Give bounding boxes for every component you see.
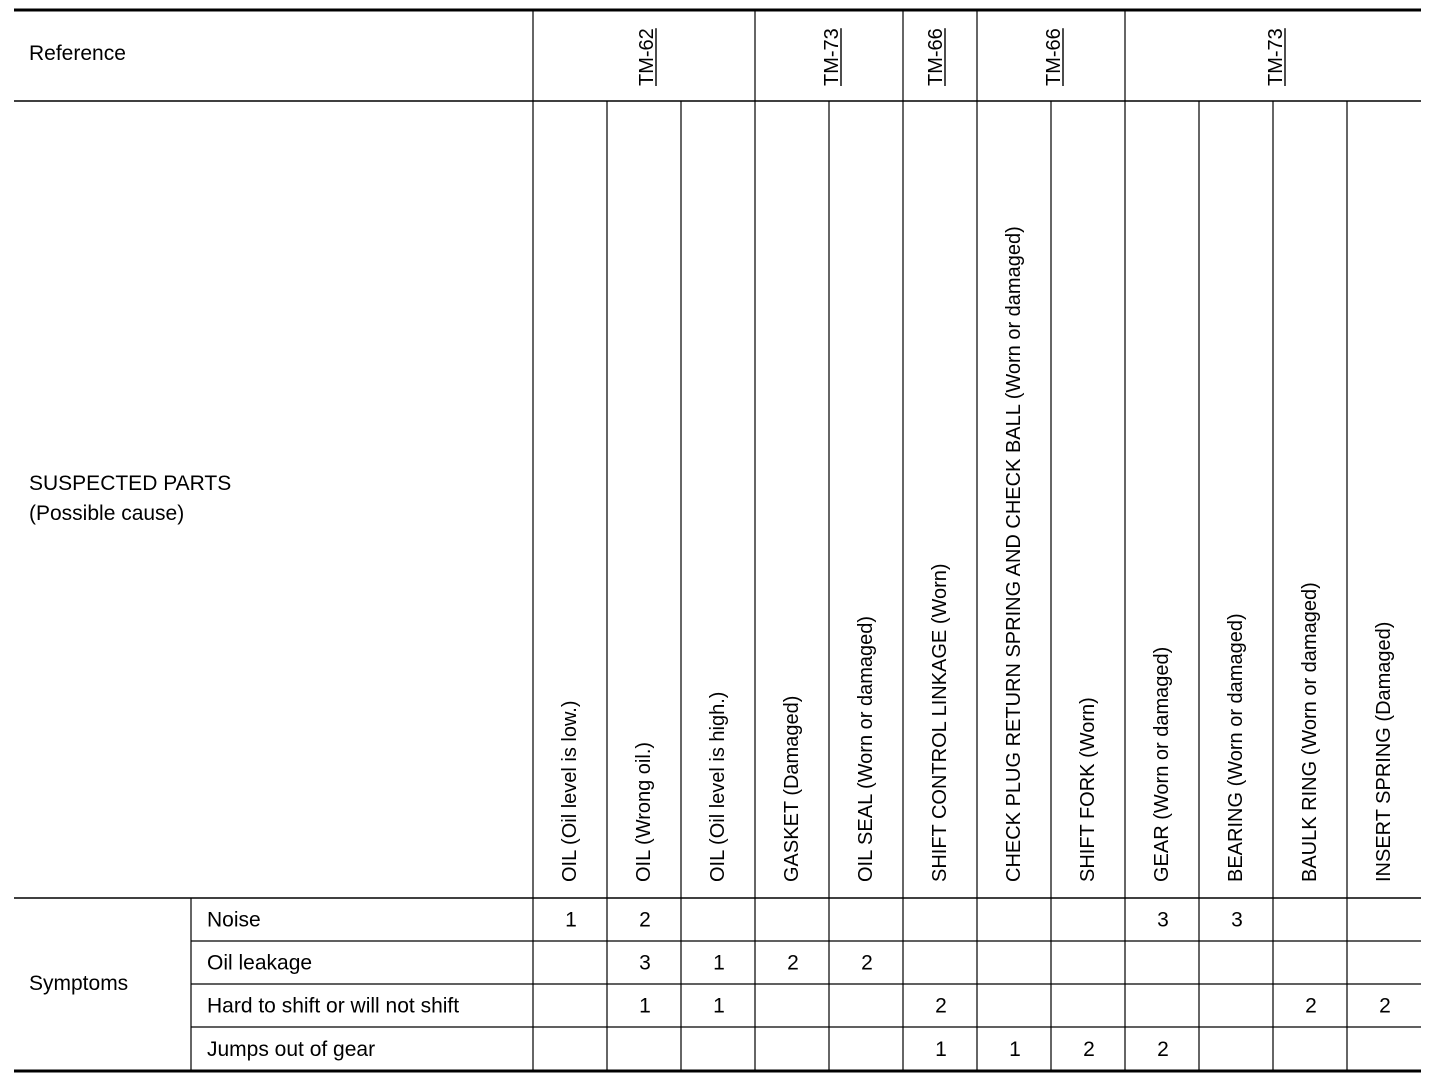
possible-cause-label: (Possible cause) xyxy=(29,502,185,525)
symptom-label: Jumps out of gear xyxy=(207,1038,376,1061)
priority-value: 1 xyxy=(713,994,725,1018)
suspected-part-label: SHIFT FORK (Worn) xyxy=(1077,697,1099,882)
suspected-parts-label: SUSPECTED PARTS xyxy=(29,472,232,495)
suspected-part-label: OIL (Wrong oil.) xyxy=(633,741,655,882)
reference-link[interactable] xyxy=(925,28,947,86)
symptom-row xyxy=(207,995,1391,1018)
symptom-label: Hard to shift or will not shift xyxy=(207,994,460,1018)
reference-text[interactable]: TM-73 xyxy=(1265,28,1287,86)
priority-value: 2 xyxy=(639,908,651,932)
priority-value: 2 xyxy=(935,994,947,1018)
suspected-part-label: OIL SEAL (Worn or damaged) xyxy=(855,615,877,882)
symptom-row xyxy=(207,952,873,975)
suspected-part-label: INSERT SPRING (Damaged) xyxy=(1373,621,1395,882)
suspected-part-label: BEARING (Worn or damaged) xyxy=(1225,613,1247,882)
symptom-label: Oil leakage xyxy=(207,951,313,975)
reference-text[interactable]: TM-66 xyxy=(925,28,947,86)
priority-value: 2 xyxy=(1305,994,1317,1018)
priority-value: 1 xyxy=(639,994,651,1018)
priority-value: 1 xyxy=(935,1038,947,1061)
suspected-part-label: GEAR (Worn or damaged) xyxy=(1151,646,1173,882)
priority-value: 2 xyxy=(787,951,799,975)
suspected-part-label: OIL (Oil level is high.) xyxy=(707,691,729,882)
priority-value: 2 xyxy=(1379,994,1391,1018)
reference-text[interactable]: TM-62 xyxy=(636,28,658,86)
priority-value: 3 xyxy=(639,951,651,975)
symptom-row xyxy=(207,909,1243,932)
priority-value: 1 xyxy=(713,951,725,975)
reference-link[interactable] xyxy=(821,28,843,86)
reference-link[interactable] xyxy=(636,28,658,86)
priority-value: 2 xyxy=(1083,1038,1095,1061)
priority-value: 1 xyxy=(1009,1038,1021,1061)
priority-value: 1 xyxy=(565,908,577,932)
priority-value: 3 xyxy=(1157,908,1169,932)
suspected-part-label: BAULK RING (Worn or damaged) xyxy=(1299,582,1321,882)
reference-text[interactable]: TM-73 xyxy=(821,28,843,86)
suspected-part-label: CHECK PLUG RETURN SPRING AND CHECK BALL (Worn or damaged) xyxy=(1003,226,1025,882)
symptoms-label: Symptoms xyxy=(29,972,129,995)
suspected-part-label: OIL (Oil level is low.) xyxy=(559,700,581,882)
reference-text[interactable]: TM-66 xyxy=(1043,28,1065,86)
symptom-row xyxy=(207,1038,1169,1061)
symptom-label: Noise xyxy=(207,908,261,932)
suspected-part-label: GASKET (Damaged) xyxy=(781,695,803,882)
suspected-part-label: SHIFT CONTROL LINKAGE (Worn) xyxy=(929,563,951,882)
priority-value: 3 xyxy=(1231,908,1243,932)
reference-link[interactable] xyxy=(1043,28,1065,86)
reference-link[interactable] xyxy=(1265,28,1287,86)
reference-label: Reference xyxy=(29,42,126,65)
priority-value: 2 xyxy=(861,951,873,975)
priority-value: 2 xyxy=(1157,1038,1169,1061)
